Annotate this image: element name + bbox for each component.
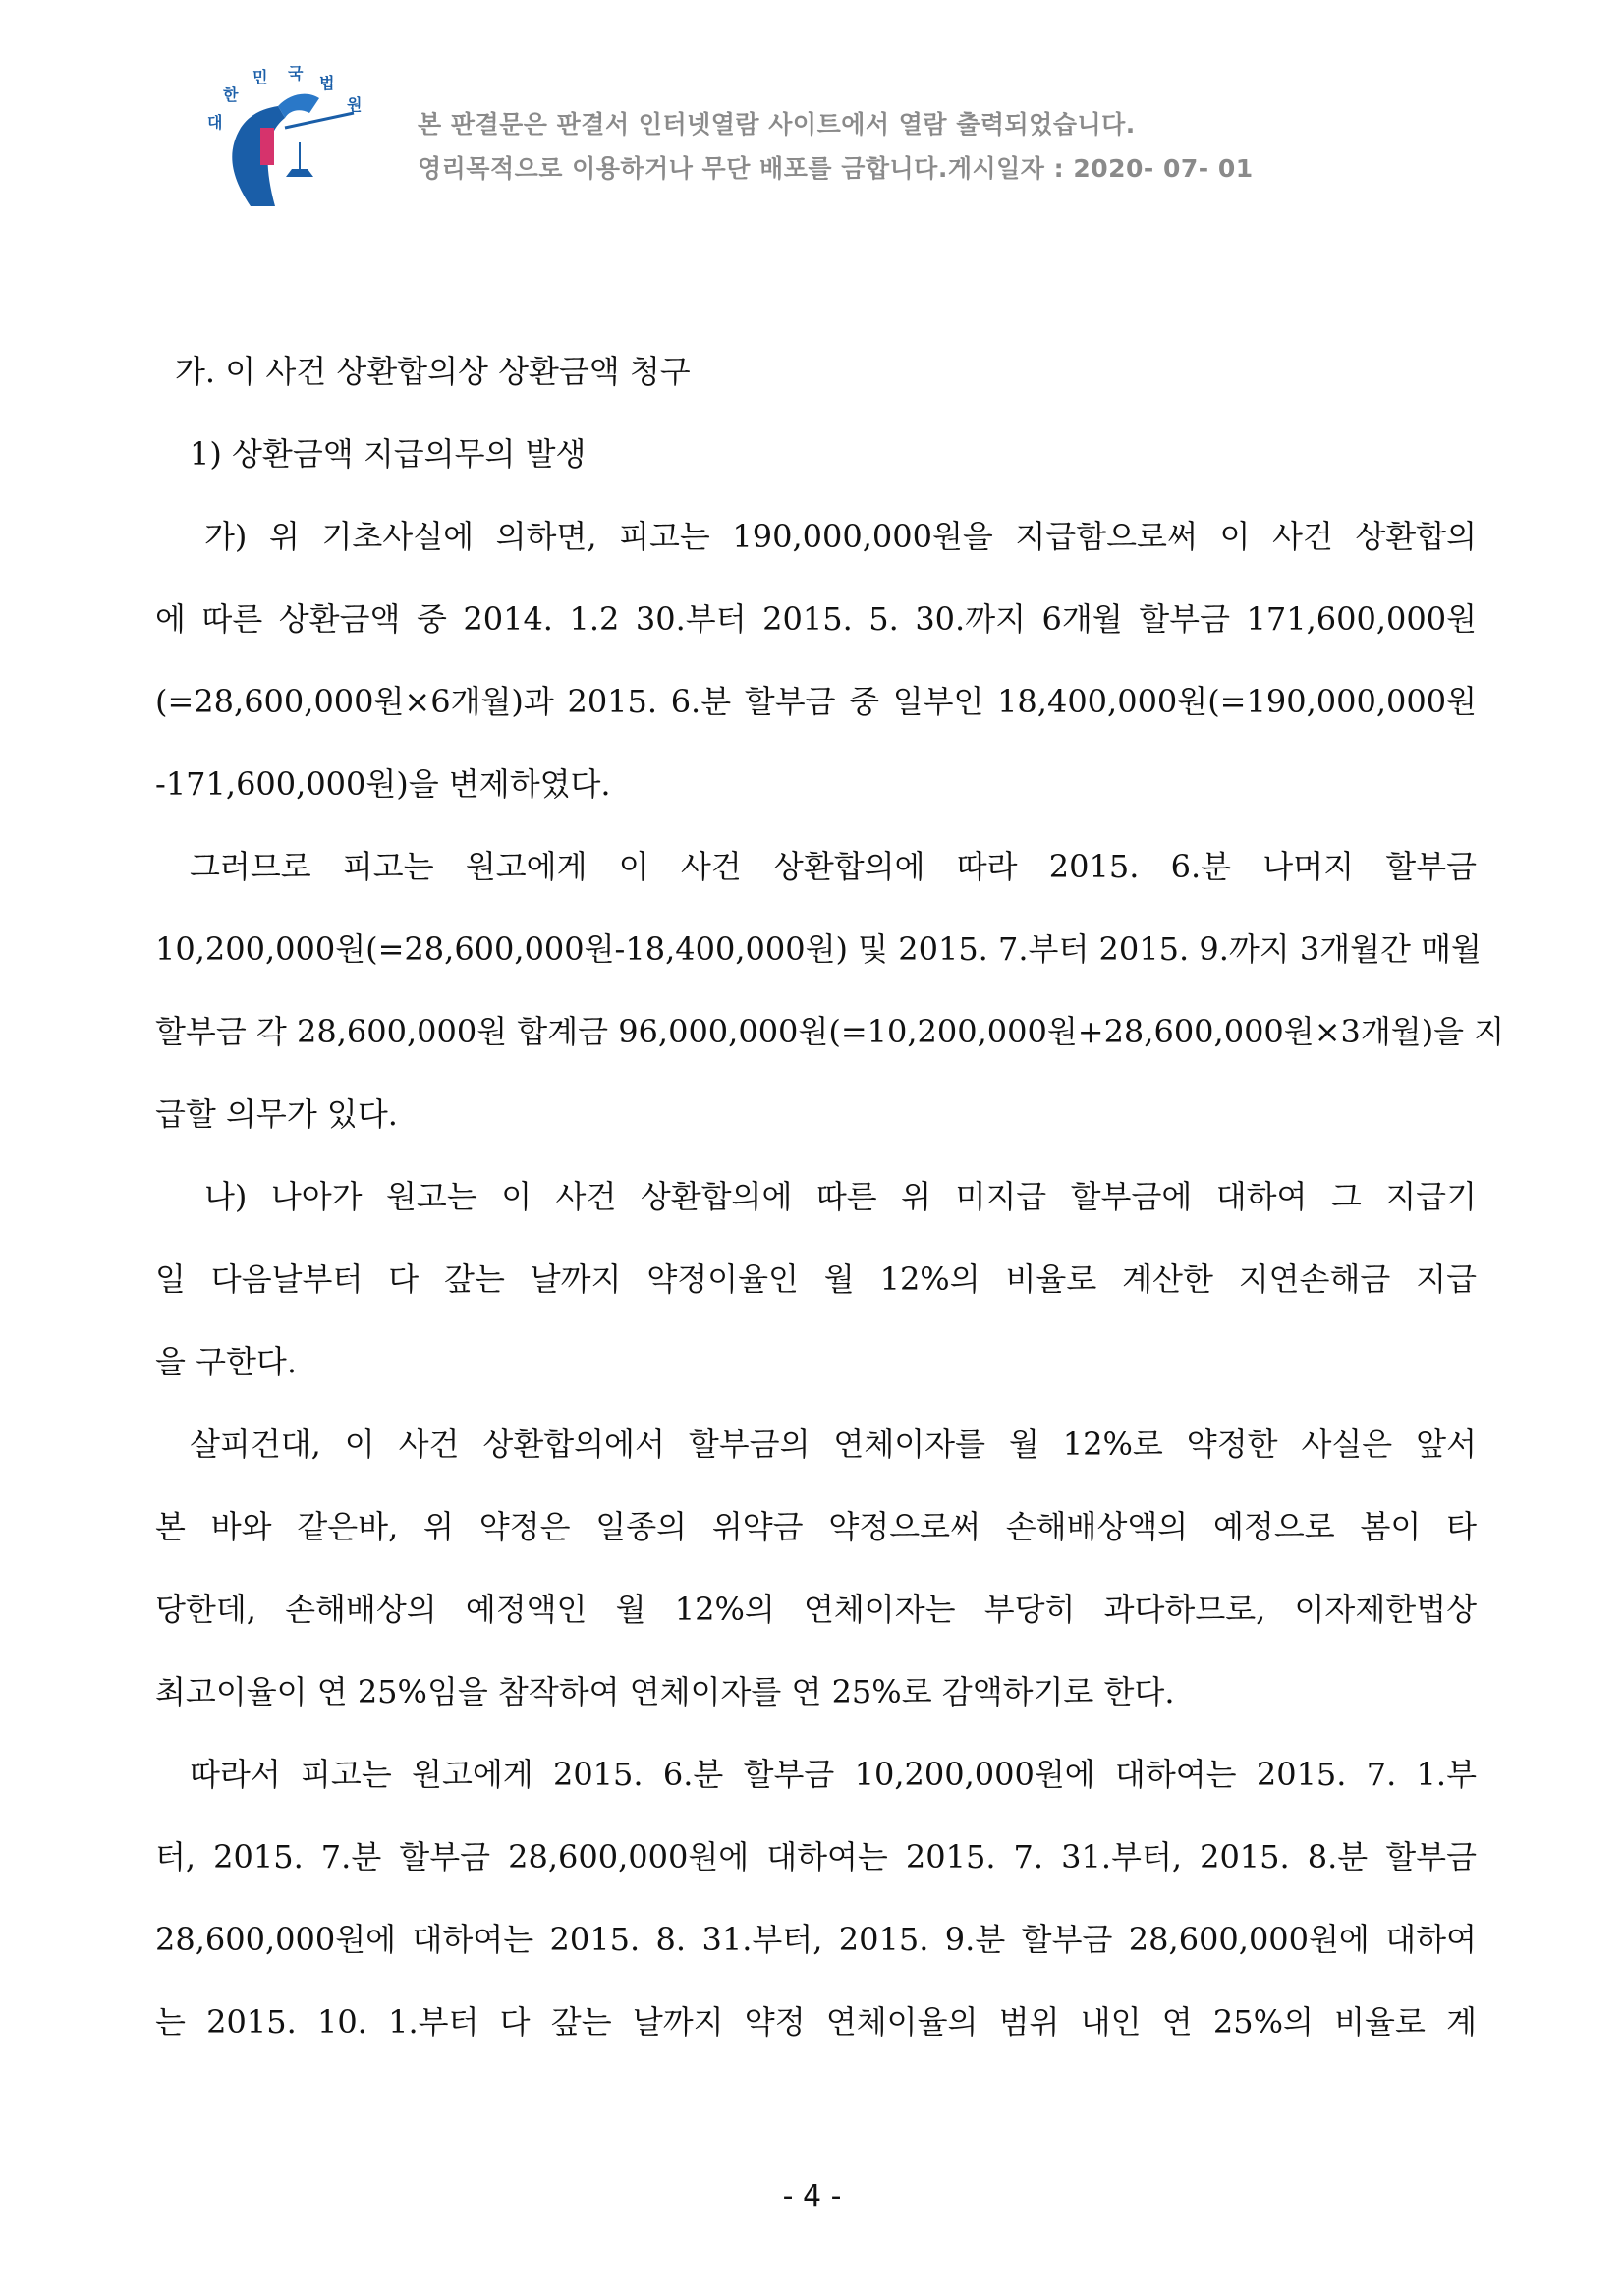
paragraph-line: 최고이율이 연 25%임을 참작하여 연체이자를 연 25%로 감액하기로 한다. <box>155 1673 1175 1710</box>
header-notice <box>418 102 1254 191</box>
paragraph-line: 그러므로 피고는 원고에게 이 사건 상환합의에 따라 2015. 6.분 나머지 할부금 <box>190 848 1477 885</box>
notice-line-2: 영리목적으로 이용하거나 무단 배포를 금합니다.게시일자 : 2020- 07- 01 <box>418 154 1254 183</box>
svg-text:국: 국 <box>288 64 304 83</box>
svg-text:민: 민 <box>252 68 268 86</box>
svg-text:한: 한 <box>223 85 239 104</box>
paragraph-line: (=28,600,000원×6개월)과 2015. 6.분 할부금 중 일부인 18,400,000원(=190,000,000원 <box>155 683 1477 720</box>
paragraph-line: 살피건대, 이 사건 상환합의에서 할부금의 연체이자를 월 12%로 약정한 사실은 앞서 <box>190 1426 1477 1463</box>
subsection-heading: 1) 상환금액 지급의무의 발생 <box>190 435 587 473</box>
paragraph-line: 본 바와 같은바, 위 약정은 일종의 위약금 약정으로써 손해배상액의 예정으로 봄이 타 <box>155 1508 1477 1545</box>
paragraph-line: -171,600,000원)을 변제하였다. <box>155 765 611 803</box>
page-number: - 4 - <box>782 2179 842 2213</box>
notice-line-1: 본 판결문은 판결서 인터넷열람 사이트에서 열람 출력되었습니다. <box>418 110 1136 139</box>
svg-text:원: 원 <box>347 95 363 114</box>
paragraph-line: 터, 2015. 7.분 할부금 28,600,000원에 대하여는 2015. 7. 31.부터, 2015. 8.분 할부금 <box>155 1838 1477 1875</box>
paragraph-line: 가) 위 기초사실에 의하면, 피고는 190,000,000원을 지급함으로써 이 사건 상환합의 <box>204 518 1477 555</box>
paragraph-line: 을 구한다. <box>155 1343 297 1380</box>
paragraph-line: 따라서 피고는 원고에게 2015. 6.분 할부금 10,200,000원에 대하여는 2015. 7. 1.부 <box>190 1756 1477 1793</box>
paragraph-line: 10,200,000원(=28,600,000원-18,400,000원) 및 2015. 7.부터 2015. 9.까지 3개월간 매월 <box>155 930 1482 968</box>
judgment-body <box>155 330 1505 2063</box>
paragraph-line: 28,600,000원에 대하여는 2015. 8. 31.부터, 2015. 9.분 할부금 28,600,000원에 대하여 <box>155 1921 1477 1958</box>
court-seal-logo <box>192 59 388 216</box>
section-heading: 가. 이 사건 상환합의상 상환금액 청구 <box>175 353 691 390</box>
svg-text:대: 대 <box>207 113 223 132</box>
paragraph-line: 는 2015. 10. 1.부터 다 갚는 날까지 약정 연체이율의 범위 내인 연 25%의 비율로 계 <box>155 2003 1477 2041</box>
paragraph-line: 당한데, 손해배상의 예정액인 월 12%의 연체이자는 부당히 과다하므로, 이자제한법상 <box>155 1591 1477 1628</box>
paragraph-line: 나) 나아가 원고는 이 사건 상환합의에 따른 위 미지급 할부금에 대하여 그 지급기 <box>204 1178 1477 1215</box>
paragraph-line: 일 다음날부터 다 갚는 날까지 약정이율인 월 12%의 비율로 계산한 지연손해금 지급 <box>155 1260 1477 1298</box>
document-header <box>192 59 1469 216</box>
paragraph-line: 급할 의무가 있다. <box>155 1095 398 1133</box>
paragraph-line: 에 따른 상환금액 중 2014. 1.2 30.부터 2015. 5. 30.까지 6개월 할부금 171,600,000원 <box>155 600 1477 638</box>
svg-text:법: 법 <box>319 74 335 92</box>
paragraph-line: 할부금 각 28,600,000원 합계금 96,000,000원(=10,200,000원+28,600,000원×3개월)을 지 <box>155 1013 1505 1050</box>
